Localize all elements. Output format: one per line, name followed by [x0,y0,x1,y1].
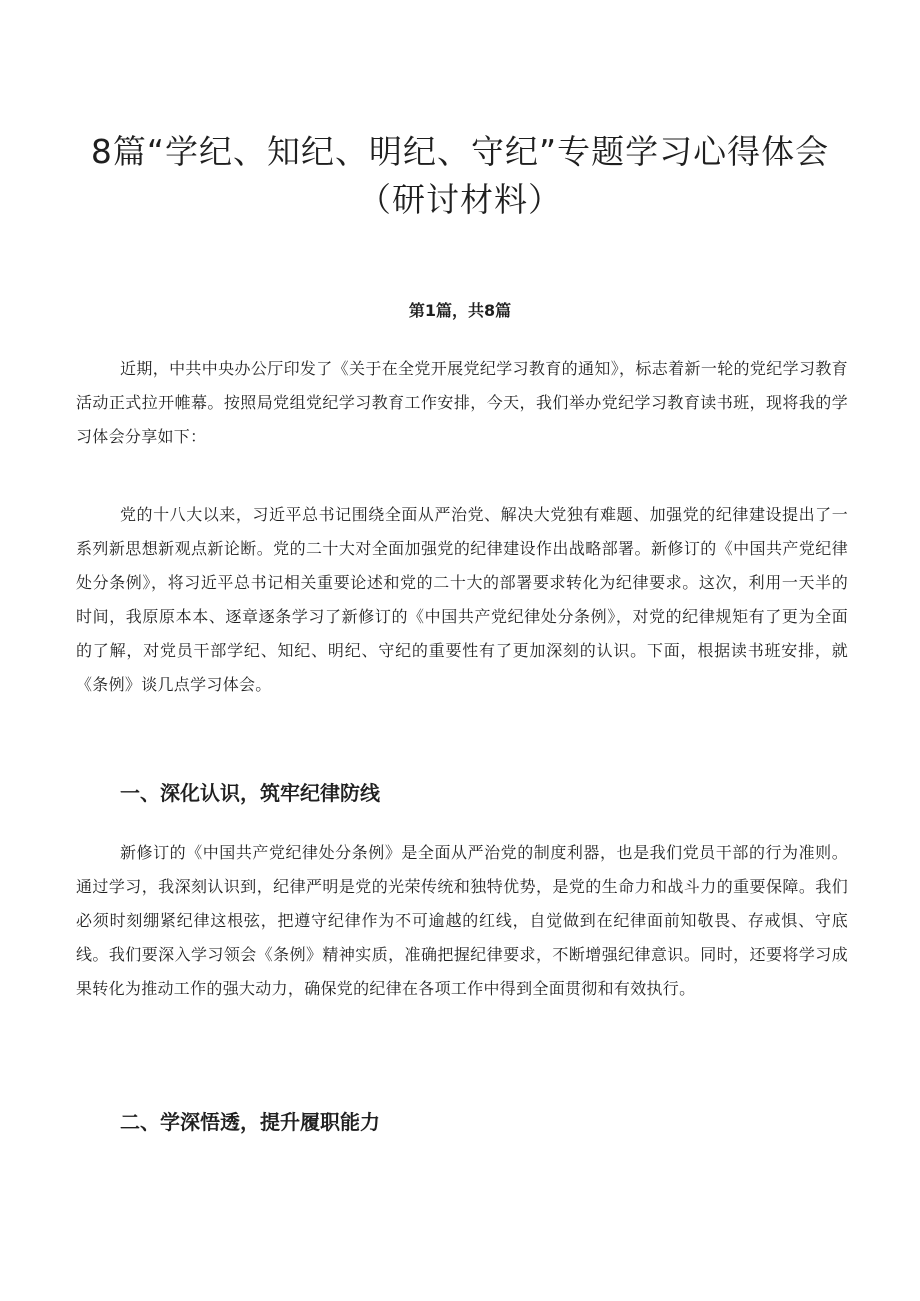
document-title-line-2: （研讨材料） [358,180,562,219]
paragraph-intro: 近期，中共中央办公厅印发了《关于在全党开展党纪学习教育的通知》，标志着新一轮的党纪学习教育活动正式拉开帷幕。按照局党组党纪学习教育工作安排，今天，我们举办党纪学习教育读书班，现将我的学习体会分享如下： [76,359,848,446]
section-heading-1: 一、深化认识，筑牢纪律防线 [120,781,380,805]
paragraph-section-1: 新修订的《中国共产党纪律处分条例》是全面从严治党的制度利器，也是我们党员干部的行为准则。通过学习，我深刻认识到，纪律严明是党的光荣传统和独特优势，是党的生命力和战斗力的重要保障。我们必须时刻绷紧纪律这根弦，把遵守纪律作为不可逾越的红线，自觉做到在纪律面前知敬畏、存戒惧、守底线。我们要深入学习领会《条例》精神实质，准确把握纪律要求，不断增强纪律意识。同时，还要将学习成果转化为推动工作的强大动力，确保党的纪律在各项工作中得到全面贯彻和有效执行。 [76,843,848,998]
part-label: 第1篇，共8篇 [408,301,512,320]
paragraph-background: 党的十八大以来，习近平总书记围绕全面从严治党、解决大党独有难题、加强党的纪律建设提出了一系列新思想新观点新论断。党的二十大对全面加强党的纪律建设作出战略部署。新修订的《中国共产党纪律处分条例》，将习近平总书记相关重要论述和党的二十大的部署要求转化为纪律要求。这次，利用一天半的时间，我原原本本、逐章逐条学习了新修订的《中国共产党纪律处分条例》，对党的纪律规矩有了更为全面的了解，对党员干部学纪、知纪、明纪、守纪的重要性有了更加深刻的认识。下面，根据读书班安排，就《条例》谈几点学习体会。 [76,505,848,694]
section-heading-2: 二、学深悟透，提升履职能力 [120,1110,380,1134]
document-title-line-1: 8篇“学纪、知纪、明纪、守纪”专题学习心得体会 [90,132,830,171]
